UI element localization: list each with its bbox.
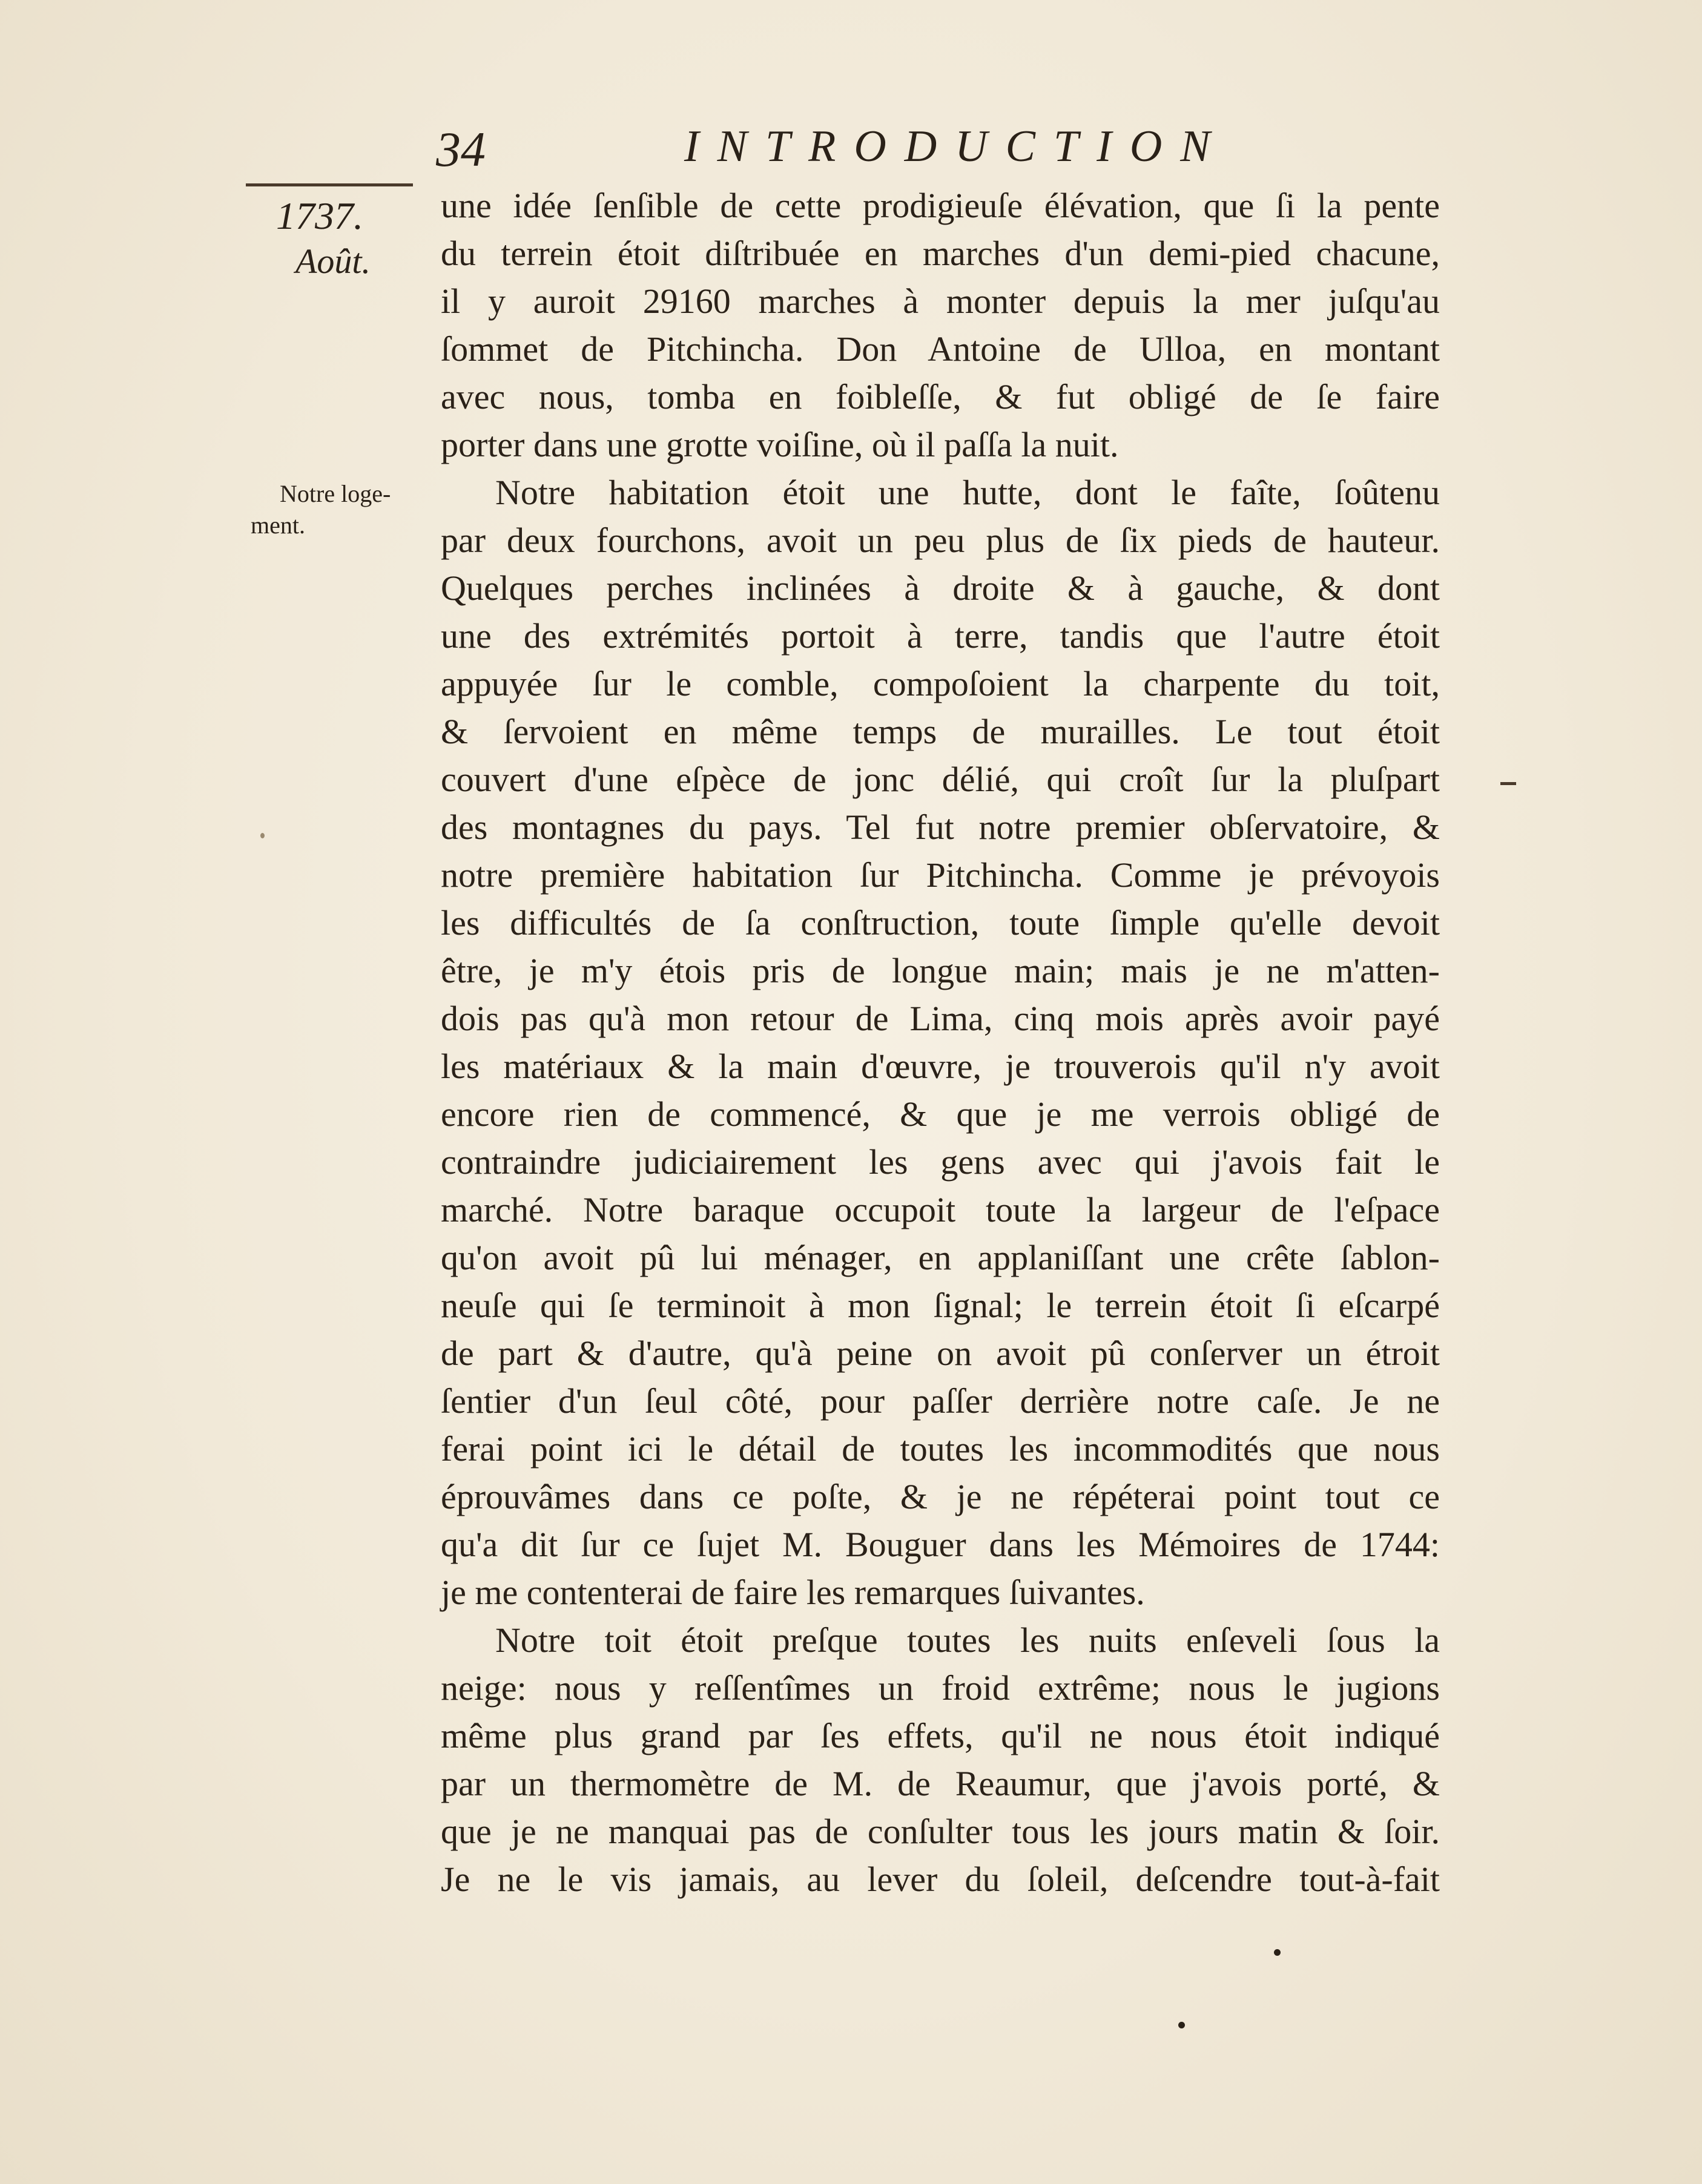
text-line: ſommet de Pitchincha. Don Antoine de Ulloa, en montant <box>441 329 1440 369</box>
text-line: éprouvâmes dans ce poſte, & je ne répéterai point tout ce <box>441 1477 1440 1516</box>
text-line: Je ne le vis jamais, au lever du ſoleil, deſcendre tout-à-fait <box>441 1860 1440 1899</box>
text-line: même plus grand par ſes effets, qu'il ne nous étoit indiqué <box>441 1716 1440 1755</box>
text-line: neige: nous y reſſentîmes un froid extrême; nous le jugions <box>441 1668 1440 1708</box>
text-line: Notre habitation étoit une hutte, dont le faîte, ſoûtenu <box>495 473 1440 512</box>
text-line: appuyée ſur le comble, compoſoient la charpente du toit, <box>441 664 1440 703</box>
text-line: qu'on avoit pû lui ménager, en applaniſſant une crête ſablon- <box>441 1238 1440 1277</box>
text-line: avec nous, tomba en foibleſſe, & fut obligé de ſe faire <box>441 377 1440 416</box>
text-line: Quelques perches inclinées à droite & à gauche, & dont <box>441 568 1440 608</box>
page-header <box>436 121 1465 188</box>
text-line: Notre toit étoit preſque toutes les nuits enſeveli ſous la <box>495 1620 1440 1660</box>
text-line: être, je m'y étois pris de longue main; mais je ne m'atten- <box>441 951 1440 990</box>
text-line: ferai point ici le détail de toutes les incommodités que nous <box>441 1429 1440 1469</box>
text-line: marché. Notre baraque occupoit toute la largeur de l'eſpace <box>441 1190 1440 1229</box>
text-line: notre première habitation ſur Pitchincha. Comme je prévoyois <box>441 855 1440 895</box>
text-line: que je ne manquai pas de conſulter tous les jours matin & ſoir. <box>441 1812 1440 1851</box>
ink-dot <box>1274 1949 1281 1956</box>
text-line: il y auroit 29160 marches à monter depuis la mer juſqu'au <box>441 281 1440 321</box>
text-line: par un thermomètre de M. de Reaumur, que j'avois porté, & <box>441 1764 1440 1803</box>
margin-month: Août. <box>295 242 371 281</box>
body-text <box>441 182 1440 1903</box>
text-line: par deux fourchons, avoit un peu plus de ſix pieds de hauteur. <box>441 521 1440 560</box>
text-line: couvert d'une eſpèce de jonc délié, qui croît ſur la pluſpart <box>441 760 1440 799</box>
side-note-line: ment. <box>251 511 305 539</box>
text-line: ſentier d'un ſeul côté, pour paſſer derrière notre caſe. Je ne <box>441 1381 1440 1421</box>
text-line: une des extrémités portoit à terre, tandis que l'autre étoit <box>441 616 1440 656</box>
margin-mark <box>1500 782 1516 785</box>
running-title: INTRODUCTION <box>684 122 1229 171</box>
text-line: neuſe qui ſe terminoit à mon ſignal; le terrein étoit ſi eſcarpé <box>441 1286 1440 1325</box>
text-line: du terrein étoit diſtribuée en marches d'un demi-pied chacune, <box>441 234 1440 273</box>
text-line: encore rien de commencé, & que je me verrois obligé de <box>441 1094 1440 1134</box>
text-line: qu'a dit ſur ce ſujet M. Bouguer dans les Mémoires de 1744: <box>441 1525 1440 1564</box>
ink-dot <box>1178 2022 1185 2028</box>
text-line: les matériaux & la main d'œuvre, je trouverois qu'il n'y avoit <box>441 1047 1440 1086</box>
text-line: & ſervoient en même temps de murailles. Le tout étoit <box>441 712 1440 751</box>
margin-year: 1737. <box>276 194 363 237</box>
text-line: des montagnes du pays. Tel fut notre premier obſervatoire, & <box>441 807 1440 847</box>
margin-rule <box>246 183 413 186</box>
text-line: les difficultés de ſa conſtruction, toute ſimple qu'elle devoit <box>441 903 1440 942</box>
side-note <box>251 478 444 541</box>
text-line: de part & d'autre, qu'à peine on avoit pû conſerver un étroit <box>441 1334 1440 1373</box>
text-line: une idée ſenſible de cette prodigieuſe élévation, que ſi la pente <box>441 186 1440 225</box>
text-line: porter dans une grotte voiſine, où il paſſa la nuit. <box>441 425 1119 464</box>
side-note-line: Notre loge- <box>280 480 391 507</box>
ink-dot <box>260 833 265 838</box>
text-line: je me contenterai de faire les remarques ſuivantes. <box>441 1573 1145 1612</box>
text-line: contraindre judiciairement les gens avec qui j'avois fait le <box>441 1142 1440 1182</box>
page-number: 34 <box>436 122 486 177</box>
text-line: dois pas qu'à mon retour de Lima, cinq mois après avoir payé <box>441 999 1440 1038</box>
